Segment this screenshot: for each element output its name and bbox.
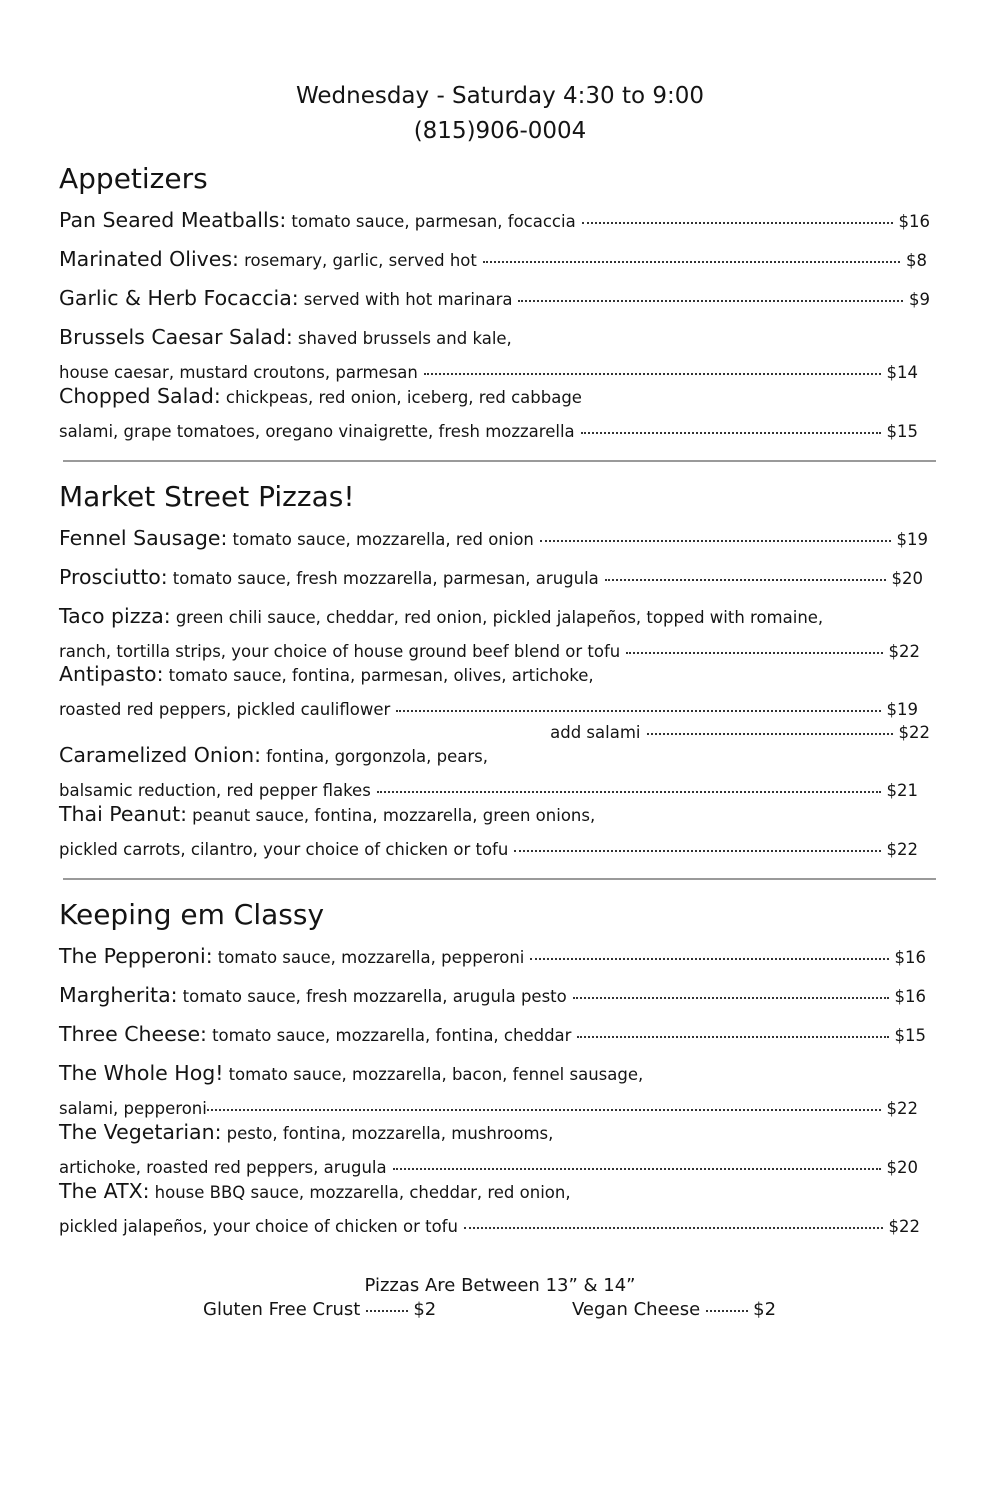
menu-item: [59, 325, 918, 386]
menu-item: [59, 286, 930, 324]
item-description-continued: salami, pepperoni: [59, 1099, 207, 1118]
dot-leader: [393, 1168, 881, 1170]
menu-item: [59, 208, 930, 246]
vegan-cheese-label: Vegan Cheese: [572, 1299, 701, 1320]
item-description: fontina, gorgonzola, pears,: [266, 747, 488, 766]
item-name: Chopped Salad:: [59, 384, 221, 408]
item-price: $20: [886, 1158, 918, 1177]
item-price: $22: [886, 1099, 918, 1118]
item-description: tomato sauce, mozzarella, pepperoni: [217, 948, 525, 967]
section-divider: [63, 878, 936, 880]
section-title-classy: Keeping em Classy: [59, 898, 325, 931]
pizza-size-note: Pizzas Are Between 13” & 14”: [364, 1275, 636, 1296]
menu-item: [59, 565, 923, 603]
add-on-label: add salami: [550, 723, 641, 742]
menu-item: [59, 1120, 918, 1181]
item-price: $19: [896, 530, 928, 549]
item-price: $15: [894, 1026, 926, 1045]
item-price: $14: [886, 363, 918, 382]
menu-item: [59, 384, 918, 445]
item-name: The Pepperoni:: [59, 944, 213, 968]
item-description-continued: salami, grape tomatoes, oregano vinaigrette, fresh mozzarella: [59, 422, 575, 441]
item-name: Garlic & Herb Focaccia:: [59, 286, 299, 310]
item-description-continued: roasted red peppers, pickled cauliflower: [59, 700, 391, 719]
item-name: Antipasto:: [59, 662, 164, 686]
item-name: Marinated Olives:: [59, 247, 239, 271]
dot-leader: [647, 733, 893, 735]
dot-leader: [540, 540, 891, 542]
item-description-continued: house caesar, mustard croutons, parmesan: [59, 363, 418, 382]
menu-item: [59, 526, 928, 564]
dot-leader: [518, 300, 903, 302]
dot-leader: [207, 1109, 881, 1111]
item-description: rosemary, garlic, served hot: [244, 251, 477, 270]
menu-item: [59, 1061, 918, 1122]
item-price: $19: [886, 700, 918, 719]
dot-leader: [366, 1310, 408, 1312]
item-name: The Vegetarian:: [59, 1120, 222, 1144]
add-on-price: $22: [898, 723, 930, 742]
item-price: $15: [886, 422, 918, 441]
item-price: $22: [888, 642, 920, 661]
item-description: served with hot marinara: [303, 290, 513, 309]
item-price: $20: [891, 569, 923, 588]
dot-leader: [626, 652, 882, 654]
dot-leader: [424, 373, 881, 375]
menu-item: [59, 662, 930, 746]
dot-leader: [514, 850, 880, 852]
item-name: Brussels Caesar Salad:: [59, 325, 293, 349]
dot-leader: [530, 958, 888, 960]
item-name: Three Cheese:: [59, 1022, 207, 1046]
item-name: Taco pizza:: [59, 604, 171, 628]
item-name: Fennel Sausage:: [59, 526, 228, 550]
item-description: tomato sauce, fontina, parmesan, olives, artichoke,: [168, 666, 594, 685]
dot-leader: [573, 997, 889, 999]
item-price: $22: [886, 840, 918, 859]
item-description: peanut sauce, fontina, mozzarella, green onions,: [192, 806, 596, 825]
section-title-appetizers: Appetizers: [59, 162, 208, 195]
item-description-continued: artichoke, roasted red peppers, arugula: [59, 1158, 387, 1177]
menu-item: [59, 604, 920, 665]
menu-item: [59, 802, 918, 863]
gluten-free-addon: [203, 1298, 436, 1322]
item-name: The Whole Hog!: [59, 1061, 224, 1085]
item-description-continued: balsamic reduction, red pepper flakes: [59, 781, 371, 800]
dot-leader: [582, 222, 893, 224]
gluten-free-label: Gluten Free Crust: [203, 1299, 361, 1320]
menu-item: [59, 247, 927, 285]
item-name: Margherita:: [59, 983, 178, 1007]
item-name: Prosciutto:: [59, 565, 168, 589]
item-description-continued: pickled jalapeños, your choice of chicken or tofu: [59, 1217, 458, 1236]
dot-leader: [396, 710, 880, 712]
menu-item: [59, 743, 918, 804]
menu-item: [59, 944, 926, 982]
gluten-free-price: $2: [413, 1299, 437, 1320]
section-title-pizzas: Market Street Pizzas!: [59, 480, 355, 513]
item-name: Pan Seared Meatballs:: [59, 208, 287, 232]
item-description: tomato sauce, parmesan, focaccia: [291, 212, 576, 231]
dot-leader: [605, 579, 886, 581]
vegan-cheese-addon: [572, 1298, 776, 1322]
item-price: $22: [888, 1217, 920, 1236]
item-name: Thai Peanut:: [59, 802, 188, 826]
vegan-cheese-price: $2: [753, 1299, 777, 1320]
item-description: tomato sauce, mozzarella, bacon, fennel sausage,: [228, 1065, 644, 1084]
item-description: house BBQ sauce, mozzarella, cheddar, red onion,: [154, 1183, 571, 1202]
menu-item: [59, 983, 926, 1021]
dot-leader: [377, 791, 881, 793]
item-description: pesto, fontina, mozzarella, mushrooms,: [226, 1124, 554, 1143]
item-price: $9: [909, 290, 930, 309]
item-name: The ATX:: [59, 1179, 150, 1203]
item-price: $16: [898, 212, 930, 231]
dot-leader: [581, 432, 881, 434]
item-price: $21: [886, 781, 918, 800]
item-description: tomato sauce, mozzarella, red onion: [232, 530, 534, 549]
phone-number: (815)906-0004: [413, 118, 587, 144]
item-price: $16: [894, 987, 926, 1006]
item-description: green chili sauce, cheddar, red onion, pickled jalapeños, topped with romaine,: [175, 608, 824, 627]
dot-leader: [464, 1227, 883, 1229]
item-description: tomato sauce, fresh mozzarella, parmesan, arugula: [172, 569, 599, 588]
item-description: shaved brussels and kale,: [297, 329, 512, 348]
hours-text: Wednesday - Saturday 4:30 to 9:00: [295, 83, 705, 109]
menu-item: [59, 1179, 920, 1240]
item-description: tomato sauce, fresh mozzarella, arugula pesto: [182, 987, 567, 1006]
item-price: $16: [894, 948, 926, 967]
dot-leader: [577, 1036, 888, 1038]
item-description: tomato sauce, mozzarella, fontina, cheddar: [212, 1026, 572, 1045]
item-description-continued: ranch, tortilla strips, your choice of house ground beef blend or tofu: [59, 642, 621, 661]
dot-leader: [483, 261, 900, 263]
item-name: Caramelized Onion:: [59, 743, 262, 767]
section-divider: [63, 460, 936, 462]
menu-item: [59, 1022, 926, 1060]
dot-leader: [706, 1310, 748, 1312]
item-description-continued: pickled carrots, cilantro, your choice of chicken or tofu: [59, 840, 509, 859]
item-price: $8: [906, 251, 927, 270]
item-description: chickpeas, red onion, iceberg, red cabbage: [225, 388, 582, 407]
